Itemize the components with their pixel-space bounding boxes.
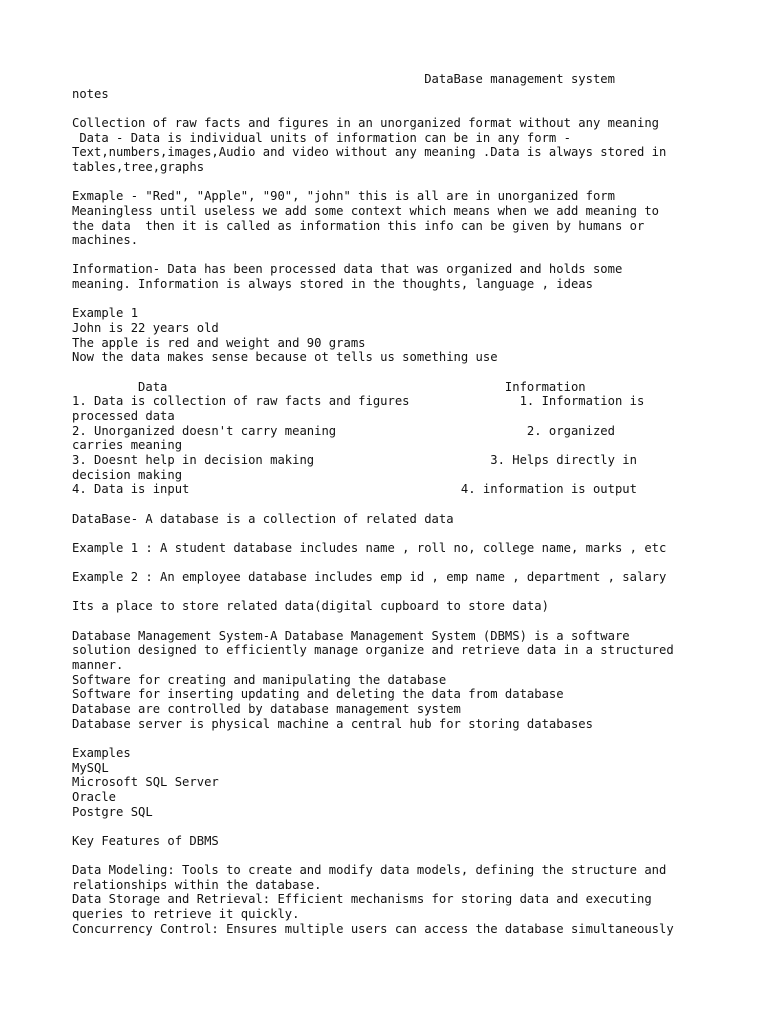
text-line: Key Features of DBMS — [72, 833, 219, 848]
comparison-row: carries meaning — [72, 438, 183, 453]
text-line: Data Modeling: Tools to create and modify data models, defining the structure and — [72, 863, 667, 878]
text-line: Example 1 : A student database includes name , roll no, college name, marks , etc — [72, 540, 667, 555]
text-line: Example 2 : An employee database includes emp id , emp name , department , salary — [72, 570, 667, 585]
text-line: MySQL — [72, 760, 109, 775]
comparison-row: 3. Doesnt help in decision making 3. Helps directly in — [72, 452, 637, 467]
text-line: Collection of raw facts and figures in an unorganized format without any meaning — [72, 115, 659, 130]
text-line: relationships within the database. — [72, 877, 322, 892]
text-line: John is 22 years old — [72, 321, 219, 336]
text-line: Database are controlled by database management system — [72, 701, 461, 716]
text-line: the data then it is called as information this info can be given by humans or — [72, 218, 645, 233]
text-line: Examples — [72, 745, 131, 760]
text-line: solution designed to efficiently manage organize and retrieve data in a structured — [72, 643, 674, 658]
comparison-header: Data Information — [72, 379, 586, 394]
title-line: DataBase management system — [72, 72, 615, 86]
comparison-row: 2. Unorganized doesn't carry meaning 2. organized — [72, 423, 615, 438]
text-line: Software for creating and manipulating the database — [72, 672, 447, 687]
text-line: Oracle — [72, 789, 117, 804]
text-line: manner. — [72, 658, 124, 672]
text-line: Text,numbers,images,Audio and video without any meaning .Data is always stored in — [72, 145, 667, 160]
text-line: Postgre SQL — [72, 804, 153, 819]
text-line: Meaningless until useless we add some context which means when we add meaning to — [72, 203, 659, 218]
text-line: The apple is red and weight and 90 grams — [72, 335, 366, 350]
comparison-row: 1. Data is collection of raw facts and figures 1. Information is — [72, 394, 645, 409]
text-line: tables,tree,graphs — [72, 159, 205, 174]
comparison-row: decision making — [72, 467, 183, 482]
text-line: Software for inserting updating and deleting the data from database — [72, 687, 564, 702]
text-line: queries to retrieve it quickly. — [72, 907, 300, 922]
text-line: Now the data makes sense because ot tells us something use — [72, 350, 498, 365]
comparison-row: 4. Data is input 4. information is output — [72, 482, 637, 497]
text-line: DataBase- A database is a collection of related data — [72, 511, 454, 526]
text-line: Data - Data is individual units of information can be in any form - — [72, 130, 571, 145]
text-line: Exmaple - "Red", "Apple", "90", "john" this is all are in unorganized form — [72, 189, 615, 204]
text-line: meaning. Information is always stored in the thoughts, language , ideas — [72, 277, 593, 292]
comparison-row: processed data — [72, 408, 175, 423]
text-line: Information- Data has been processed data that was organized and holds some — [72, 262, 623, 277]
text-line: Example 1 — [72, 306, 139, 321]
text-line: Microsoft SQL Server — [72, 775, 219, 790]
text-line: Database Management System-A Database Management System (DBMS) is a software — [72, 628, 630, 643]
subtitle-line: notes — [72, 86, 109, 101]
text-line: Data Storage and Retrieval: Efficient mechanisms for storing data and executing — [72, 892, 652, 907]
text-line: Its a place to store related data(digital cupboard to store data) — [72, 599, 549, 614]
text-line: machines. — [72, 233, 139, 248]
text-line: Database server is physical machine a central hub for storing databases — [72, 716, 593, 731]
text-line: Concurrency Control: Ensures multiple users can access the database simultaneously — [72, 921, 674, 936]
